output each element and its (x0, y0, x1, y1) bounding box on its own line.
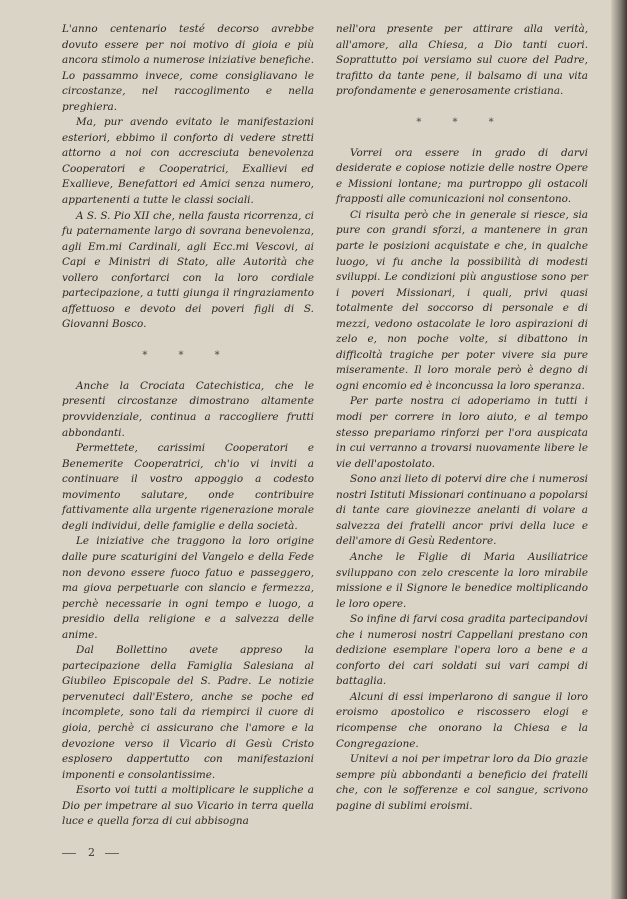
left-paragraph-7: Dal Bollettino avete appreso la partecipazione della Famiglia Salesiana al Giubileo Episcopale del S. Padre. Le notizie pervenuteci dall'Estero, anche se poche ed incomplete, sono tali da riempirci il cuore di gioia, perchè ci assicurano che l'amore e la devozione verso il Vicario di Gesù Cristo esplosero dappertutto con manifestazioni imponenti e consolantissime. (62, 644, 314, 781)
left-paragraph-1: L'anno centenario testé decorso avrebbe dovuto essere per noi motivo di gioia e più ancora stimolo a numerose iniziative benefiche. Lo passammo invece, come consigliavano le circostanze, nel raccoglimento e nella preghiera. (62, 23, 314, 113)
right-paragraph-7: So infine di farvi cosa gradita partecipandovi che i numerosi nostri Cappellani prestano con dedizione esemplare l'opera loro a bene e a conforto dei cari soldati sui vari campi di battaglia. (336, 613, 588, 688)
page-footer (62, 846, 152, 859)
left-paragraph-8: Esorto voi tutti a moltiplicare le suppliche a Dio per impetrare al suo Vicario in terra quella luce e quella forza di cui abbisogna (62, 784, 314, 828)
right-paragraph-8: Alcuni di essi imperlarono di sangue il loro eroismo apostolico e riscossero elogi e ricompense che onorano la Chiesa e la Congregazione. (336, 690, 588, 750)
left-paragraph-6: Le iniziative che traggono la loro origine dalle pure scaturigini del Vangelo e della Fede non devono essere fuoco fatuo e passeggero, ma giova perpetuarle con slancio e fermezza, perchè necessarie in ogni tempo e luogo, a presidio della religione e a salvezza delle anime. (62, 535, 314, 641)
right-paragraph-4: Per parte nostra ci adoperiamo in tutti i modi per correre in loro aiuto, e al tempo stesso prepariamo rinforzi per l'ora auspicata in cui verranno a trovarsi nuovamente libere le vie dell'apostolato. (336, 395, 588, 470)
left-paragraph-5: Permettete, carissimi Cooperatori e Benemerite Cooperatrici, ch'io vi inviti a continuare il vostro appoggio a codesto movimento salutare, onde contribuire fattivamente alla urgente rigenerazione morale degli individui, delle famiglie e della società. (62, 442, 314, 532)
footer-rule-left (62, 853, 76, 854)
right-paragraph-6: Anche le Figlie di Maria Ausiliatrice sviluppano con zelo crescente la loro mirabile missione e il Signore le benedice moltiplicando le loro opere. (336, 550, 588, 610)
left-paragraph-2: Ma, pur avendo evitato le manifestazioni esteriori, ebbimo il conforto di vedere stretti attorno a noi con accresciuta benevolenza Cooperatori e Cooperatrici, Exallievi ed Exallieve, Benefattori ed Amici senza numero, appartenenti a tutte le classi sociali. (62, 116, 314, 207)
right-paragraph-1: nell'ora presente per attirare alla verità, all'amore, alla Chiesa, a Dio tanti cuori. Soprattutto poi versiamo sul cuore del Padre, trafitto da tante pene, il balsamo di una vita profondamente e generosamente cristiana. (336, 23, 588, 98)
footer-rule-right (105, 853, 119, 854)
section-separator: * * * (416, 116, 508, 128)
left-paragraph-3: A S. S. Pio XII che, nella fausta ricorrenza, ci fu paternamente largo di sovrana benevolenza, agli Em.mi Cardinali, agli Ecc.mi Vescovi, ai Capi e Ministri di Stato, alle Autorità che vollero confortarci con la loro cordiale partecipazione, a tutti giunga il ringraziamento affettuoso e devoto dei poveri figli di S. Giovanni Bosco. (62, 209, 314, 331)
left-column (62, 22, 314, 830)
right-paragraph-5: Sono anzi lieto di potervi dire che i numerosi nostri Istituti Missionari continuano a popolarsi di tante care giovinezze anelanti di volare a salvezza dei fratelli ancor privi della luce e dell'amore di Gesù Redentore. (336, 473, 588, 548)
right-paragraph-9: Unitevi a noi per impetrar loro da Dio grazie sempre più abbondanti a beneficio dei fratelli che, con le sofferenze e col sangue, scrivono pagine di sublimi eroismi. (336, 753, 588, 812)
right-paragraph-3: Ci risulta però che in generale si riesce, sia pure con grandi sforzi, a mantenere in gran parte le posizioni acquistate e che, in qualche luogo, vi fu anche la possibilità di modesti sviluppi. Le condizioni più angustiose sono per i poveri Missionari, i quali, privi quasi totalmente del soccorso di personale e di mezzi, vedono ostacolate le loro aspirazioni di zelo e, non poche volte, si dibattono in difficoltà tragiche per poter vivere sia pure miseramente. Il loro morale però è degno di ogni encomio ed è inconcussa la loro speranza. (336, 208, 588, 392)
right-column (336, 22, 588, 814)
book-spine-shadow (611, 0, 627, 899)
left-paragraph-4: Anche la Crociata Catechistica, che le presenti circostanze dimostrano altamente provvidenziale, continua a raccogliere frutti abbondanti. (62, 379, 314, 439)
section-separator: * * * (142, 349, 234, 361)
right-paragraph-2: Vorrei ora essere in grado di darvi desiderate e copiose notizie delle nostre Opere e Missioni lontane; ma purtroppo gli ostacoli frapposti alle comunicazioni nol consentono. (336, 146, 588, 206)
page-number: 2 (88, 846, 95, 859)
